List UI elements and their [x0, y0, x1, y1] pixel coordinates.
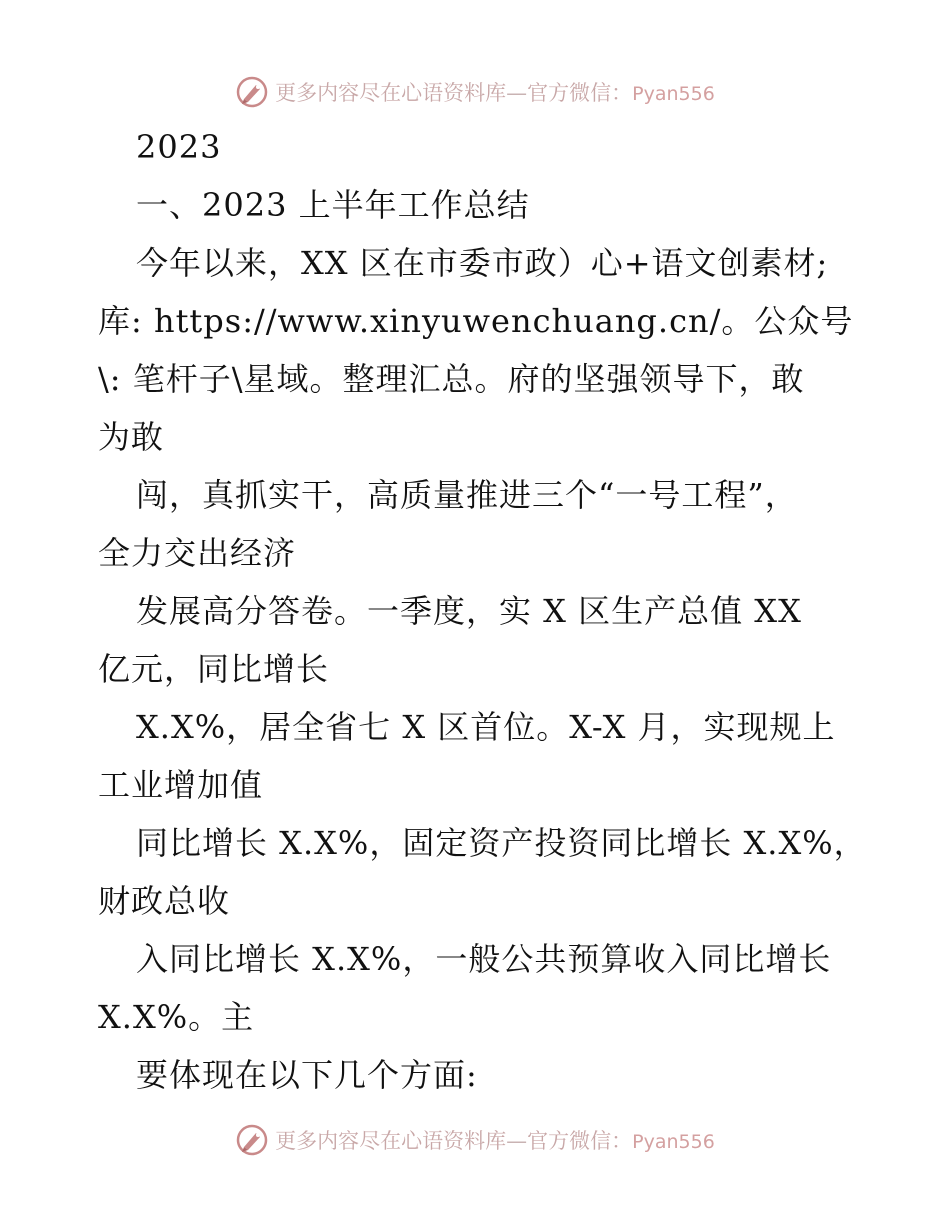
- doc-line: 入同比增长 X.X%，一般公共预算收入同比增长: [136, 940, 832, 978]
- doc-line: X.X%，居全省七 X 区首位。X-X 月，实现规上: [136, 708, 836, 746]
- doc-line: 亿元，同比增长: [98, 650, 330, 688]
- doc-line: 全力交出经济: [98, 534, 297, 572]
- doc-line: 同比增长 X.X%，固定资产投资同比增长 X.X%，: [136, 824, 867, 862]
- doc-line: 今年以来，XX 区在市委市政）心+语文创素材;: [136, 244, 829, 282]
- pen-logo-icon: [235, 1123, 269, 1157]
- doc-line: \: 笔杆子\星域。整理汇总。府的坚强领导下，敢: [98, 360, 805, 398]
- doc-line: 要体现在以下几个方面:: [136, 1056, 478, 1094]
- doc-line: X.X%。主: [98, 998, 255, 1036]
- doc-heading: 一、2023 上半年工作总结: [136, 186, 530, 224]
- doc-line: 为敢: [98, 418, 165, 456]
- document-body: [98, 118, 867, 1104]
- doc-line: 库: https://www.xinyuwenchuang.cn/。公众号: [98, 302, 854, 340]
- watermark-text: 更多内容尽在心语资料库—官方微信：Pyan556: [275, 81, 715, 105]
- header-watermark: [0, 72, 950, 112]
- doc-line: 发展高分答卷。一季度，实 X 区生产总值 XX: [136, 592, 802, 630]
- doc-line: 财政总收: [98, 882, 231, 920]
- doc-line: 闯，真抓实干，高质量推进三个“一号工程”，: [136, 476, 798, 514]
- doc-line: 工业增加值: [98, 766, 264, 804]
- pen-logo-icon: [235, 75, 269, 109]
- footer-watermark: [0, 1120, 950, 1160]
- watermark-text: 更多内容尽在心语资料库—官方微信：Pyan556: [275, 1129, 715, 1153]
- doc-line: 2023: [136, 128, 222, 166]
